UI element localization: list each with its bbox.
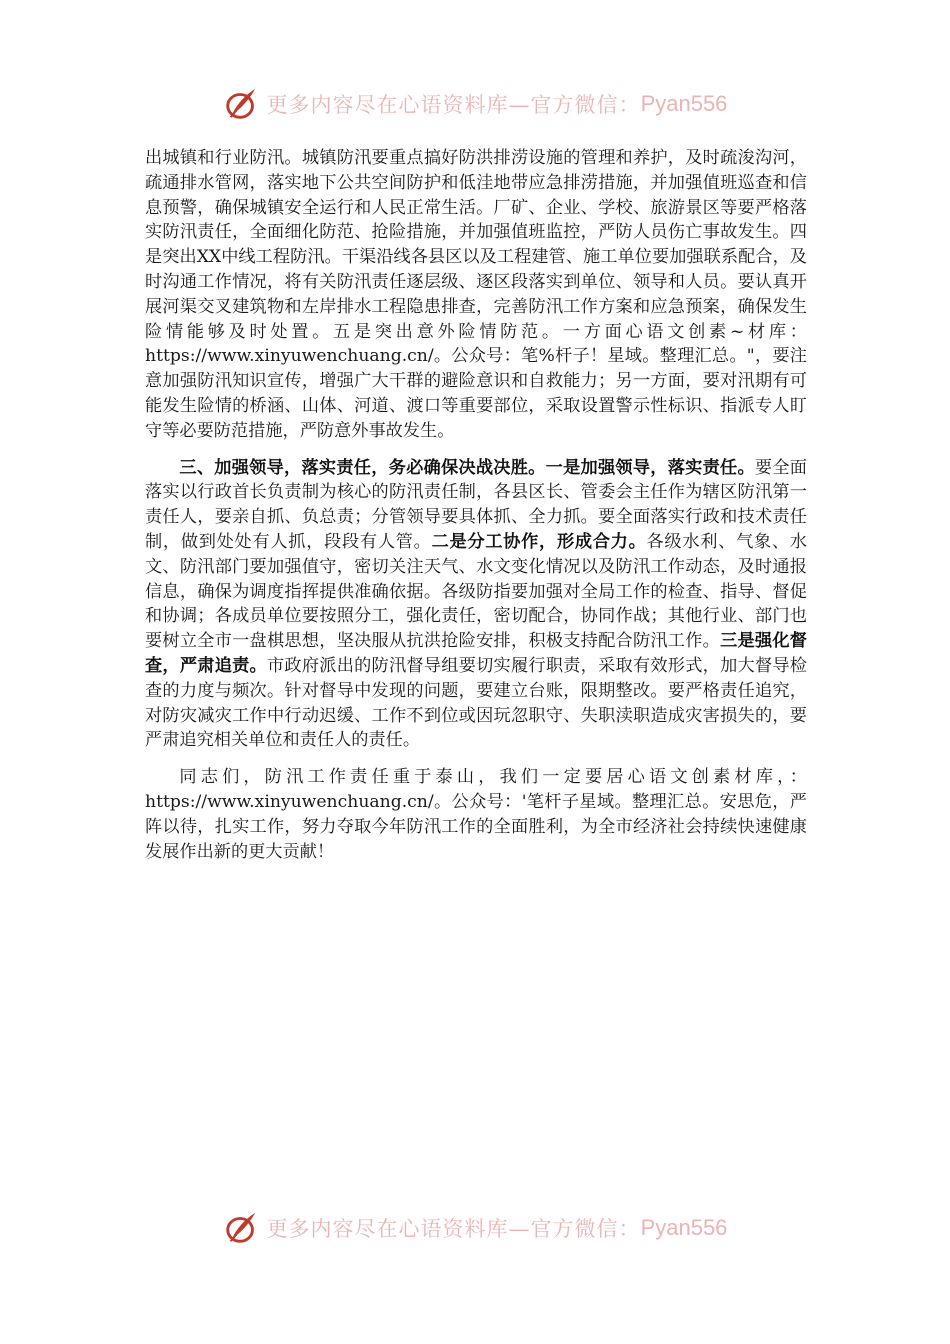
section-heading: 三、加强领导，落实责任，务必确保决战决胜。一是加强领导，落实责任。 — [179, 457, 755, 478]
footer-banner — [0, 1206, 950, 1250]
paragraph-2 — [145, 456, 807, 754]
banner-wechat-id: Pyan556 — [640, 91, 728, 116]
quill-pen-circle-icon — [223, 85, 261, 123]
quill-pen-circle-icon — [223, 1209, 261, 1247]
banner-text: 更多内容尽在心语资料库—官方微信： — [266, 93, 641, 117]
header-banner — [0, 82, 950, 126]
subheading-2: 二是分工协作，形成合力。 — [431, 531, 647, 552]
document-body — [145, 146, 807, 864]
paragraph-1: 出城镇和行业防汛。城镇防汛要重点搞好防洪排涝设施的管理和养护，及时疏浚沟河，疏通排水管网，落实地下公共空间防护和低洼地带应急排涝措施，并加强值班巡查和信息预警，确保城镇安全运行和人民正常生活。厂矿、企业、学校、旅游景区等要严格落实防汛责任，全面细化防范、抢险措施，并加强值班监控，严防人员伤亡事故发生。四是突出XX中线工程防汛。干渠沿线各县区以及工程建管、施工单位要加强联系配合，及时沟通工作情况，将有关防汛责任逐层级、逐区段落实到单位、领导和人员。要认真开展河渠交叉建筑物和左岸排水工程隐患排查，完善防汛工作方案和应急预案，确保发生险情能够及时处置。五是突出意外险情防范。一方面心语文创素~材库：https://www.xinyuwenchuang.cn/。公众号：笔%杆子！星域。整理汇总。"，要注意加强防汛知识宣传，增强广大干群的避险意识和自救能力；另一方面，要对汛期有可能发生险情的桥涵、山体、河道、渡口等重要部位，采取设置警示性标识、指派专人盯守等必要防范措施，严防意外事故发生。 — [145, 148, 807, 441]
banner-text: 更多内容尽在心语资料库—官方微信： — [266, 1217, 641, 1241]
paragraph-2-text-1: 要全面落实以行政首长负责制为核心的防汛责任制，各县区长、管委会主任作为辖区防汛第一责任人，要亲自抓、负总责；分管领导要具体抓、全力抓。要全面落实行政和技术责任制，做到处处有人抓，段段有人管。 — [145, 457, 807, 552]
paragraph-3: 同志们，防汛工作责任重于泰山，我们一定要居心语文创素材库，：https://www.xinyuwenchuang.cn/。公众号：'笔杆子星域。整理汇总。安思危，严阵以待，扎实工作，努力夺取今年防汛工作的全面胜利，为全市经济社会持续快速健康发展作出新的更大贡献！ — [145, 767, 807, 862]
banner-wechat-id: Pyan556 — [640, 1215, 728, 1240]
subheading-3: 三是强化督查，严肃追责。 — [145, 631, 807, 676]
paragraph-2-text-3: 市政府派出的防汛督导组要切实履行职责，采取有效形式，加大督导检查的力度与频次。针对督导中发现的问题，要建立台账，限期整改。要严格责任追究，对防灾减灾工作中行动迟缓、工作不到位或因玩忽职守、失职渎职造成灾害损失的，要严肃追究相关单位和责任人的责任。 — [145, 655, 807, 751]
paragraph-2-text-2: 各级水利、气象、水文、防汛部门要加强值守，密切关注天气、水文变化情况以及防汛工作动态，及时通报信息，确保为调度指挥提供准确依据。各级防指要加强对全局工作的检查、指导、督促和协调；各成员单位要按照分工，强化责任，密切配合，协同作战；其他行业、部门也要树立全市一盘棋思想，坚决服从抗洪抢险安排，积极支持配合防汛工作。 — [145, 531, 807, 652]
